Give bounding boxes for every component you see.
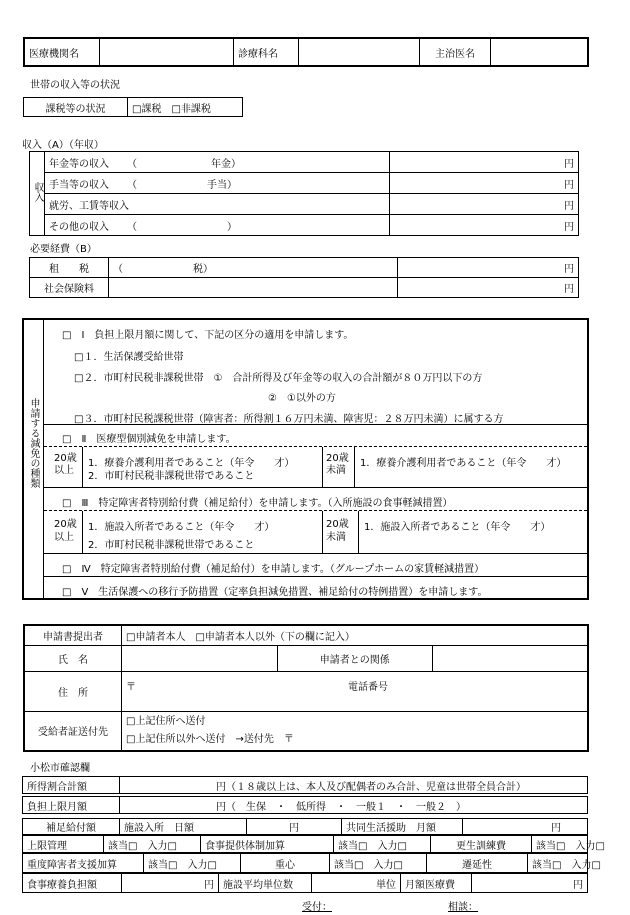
send-options[interactable] xyxy=(122,711,589,751)
income-title: 収入（A）（年収） xyxy=(22,140,104,151)
severe-label: 重度障害者支援加算 xyxy=(23,854,144,873)
reduction-line[interactable]: ② ①以外の方 xyxy=(268,393,336,404)
avg-units-unit[interactable]: 単位 xyxy=(312,874,401,893)
limit-mgmt-label: 上限管理 xyxy=(23,836,104,853)
department-field[interactable] xyxy=(299,38,420,66)
age-label: 20歳未満 xyxy=(326,519,349,543)
send-option[interactable]: □上記住所以外へ送付 →送付先 〒 xyxy=(126,733,294,745)
heavy-check[interactable]: 該当□ 入力□ xyxy=(330,854,427,873)
city-title: 小松市確認欄 xyxy=(30,763,90,774)
divider xyxy=(82,511,83,553)
meal-burden-unit[interactable]: 円 xyxy=(122,874,219,893)
name-label: 氏 名 xyxy=(24,645,122,671)
city-row xyxy=(22,835,605,853)
tax-status-options[interactable] xyxy=(128,98,243,117)
submitter-options[interactable]: □申請者本人 □申請者本人以外（下の欄に記入） xyxy=(122,625,589,645)
send-label: 受給者証送付先 xyxy=(24,711,122,751)
income-amount[interactable]: 円 xyxy=(390,215,579,236)
limit-mgmt-check[interactable]: 該当□ 入力□ xyxy=(104,836,201,853)
facility-daily-label: 施設入所 日額 xyxy=(120,819,247,835)
postal-mark: 〒 xyxy=(126,681,136,693)
reduction-line[interactable]: □ Ⅰ 負担上限月額に関して、下記の区分の適用を申請します。 xyxy=(62,330,354,341)
reduction-line[interactable]: □ Ⅳ 特定障害者特別給付費（補足給付）を申請します。（グループホームの家賃軽減措置） xyxy=(62,564,485,575)
city-row xyxy=(22,776,588,794)
tax-status-table xyxy=(23,97,243,117)
address-label: 住 所 xyxy=(24,671,122,711)
phone-label: 電話番号 xyxy=(348,681,388,693)
group-monthly-unit[interactable]: 円 xyxy=(463,819,588,835)
send-option[interactable]: □上記住所へ送付 xyxy=(126,715,206,727)
income-amount[interactable]: 円 xyxy=(390,194,579,215)
receipt-field[interactable]: 受付： xyxy=(302,902,332,913)
expense-amount[interactable]: 円 xyxy=(398,258,579,278)
divider xyxy=(44,576,587,577)
prolonged-label: 遷延性 xyxy=(427,854,528,873)
expense-label: 社会保険料 xyxy=(30,278,109,298)
divider xyxy=(44,424,587,425)
income-side-label: 収入 xyxy=(32,182,43,202)
income-ratio-label: 所得割合計額 xyxy=(23,777,120,794)
limit-value[interactable]: 円（ 生保 ・ 低所得 ・ 一般１ ・ 一般２ ） xyxy=(120,797,588,814)
city-row xyxy=(22,818,588,835)
submitter-label: 申請書提出者 xyxy=(24,625,122,645)
facility-daily-unit[interactable]: 円 xyxy=(247,819,342,835)
severe-check[interactable]: 該当□ 入力□ xyxy=(144,854,241,873)
reduction-line[interactable]: □１．生活保護受給世帯 xyxy=(74,352,184,363)
reduction-line[interactable]: □３．市町村民税課税世帯（障害者：所得割１６万円未満、障害児：２８万円未満）に属する方 xyxy=(74,414,504,425)
divider xyxy=(43,319,44,599)
consult-field[interactable]: 相談： xyxy=(448,902,478,913)
relation-field[interactable] xyxy=(433,645,589,671)
condition-text[interactable]: 1．療養介護利用者であること（年令 才） xyxy=(88,458,295,469)
doctor-field[interactable] xyxy=(491,38,589,66)
income-table xyxy=(29,151,579,236)
condition-text[interactable]: 2．市町村民税非課税世帯であること xyxy=(88,471,255,482)
meal-label: 食事提供体制加算 xyxy=(201,836,334,853)
address-field[interactable] xyxy=(122,671,589,711)
institution-field[interactable] xyxy=(100,38,234,66)
heavy-label: 重心 xyxy=(241,854,330,873)
reduction-line[interactable]: □ Ⅲ 特定障害者特別給付費（補足給付）を申請します。（入所施設の食事軽減措置） xyxy=(62,498,453,509)
divider xyxy=(82,447,83,487)
age-label: 20歳以上 xyxy=(54,453,77,476)
supplement-label: 補足給付額 xyxy=(23,819,120,835)
city-row xyxy=(22,796,588,814)
divider xyxy=(322,447,323,487)
condition-text[interactable]: 2．市町村民税非課税世帯であること xyxy=(88,540,255,551)
household-title: 世帯の収入等の状況 xyxy=(30,80,120,91)
income-amount[interactable]: 円 xyxy=(390,173,579,194)
institution-label: 医療機関名 xyxy=(24,38,100,66)
income-row: 年金等の収入 （ 年金） xyxy=(45,152,390,173)
income-amount[interactable]: 円 xyxy=(390,152,579,173)
income-side xyxy=(30,152,45,236)
divider xyxy=(44,487,587,488)
expense-amount[interactable]: 円 xyxy=(398,278,579,298)
medical-cost-unit[interactable]: 円 xyxy=(472,874,588,893)
avg-units-label: 施設平均単位数 xyxy=(219,874,312,893)
expense-label: 租 税 xyxy=(30,258,109,278)
age-label: 20歳未満 xyxy=(326,453,349,476)
expense-note xyxy=(109,278,398,298)
prolonged-check[interactable]: 該当□ 入力□ xyxy=(528,854,588,873)
condition-text[interactable]: 1．施設入所者であること（年令 才） xyxy=(364,522,551,533)
department-label: 診療科名 xyxy=(234,38,299,66)
condition-text[interactable]: 1．療養介護利用者であること（年令 才） xyxy=(360,458,567,469)
divider xyxy=(358,511,359,553)
meal-check[interactable]: 該当□ 入力□ xyxy=(334,836,431,853)
divider xyxy=(44,446,587,447)
divider xyxy=(44,510,587,511)
expenses-title: 必要経費（B） xyxy=(30,244,97,255)
expense-note: （ 税） xyxy=(109,258,398,278)
reduction-line[interactable]: □ Ⅴ 生活保護への移行予防措置（定率負担減免措置、補足給付の特例措置）を申請します。 xyxy=(62,587,488,598)
training-label: 更生訓練費 xyxy=(431,836,532,853)
reduction-line[interactable]: □２．市町村民税非課税世帯 ① 合計所得及び年金等の収入の合計額が８０万円以下の方 xyxy=(74,373,483,384)
exempt-checkbox[interactable]: □非課税 xyxy=(171,103,211,115)
tax-status-label: 課税等の状況 xyxy=(24,98,128,117)
age-label: 20歳以上 xyxy=(54,519,77,543)
relation-label: 申請者との関係 xyxy=(277,645,433,671)
divider xyxy=(354,447,355,487)
divider xyxy=(322,511,323,553)
city-row xyxy=(22,873,588,893)
name-field[interactable] xyxy=(122,645,278,671)
medical-cost-label: 月額医療費 xyxy=(401,874,472,893)
doctor-label: 主治医名 xyxy=(420,38,491,66)
limit-label: 負担上限月額 xyxy=(23,797,120,814)
reduction-side-label: 申請する減免の種類 xyxy=(28,398,39,488)
training-check[interactable]: 該当□ 入力□ xyxy=(532,836,588,853)
city-row xyxy=(22,853,601,873)
income-row: 就労、工賃等収入 xyxy=(45,194,390,215)
group-monthly-label: 共同生活援助 月額 xyxy=(342,819,463,835)
divider xyxy=(44,553,587,554)
income-row: 手当等の収入 （ 手当） xyxy=(45,173,390,194)
condition-text[interactable]: 1．施設入所者であること（年令 才） xyxy=(88,522,275,533)
header-table xyxy=(23,37,589,67)
taxed-checkbox[interactable]: □課税 xyxy=(132,103,162,115)
applicant-table xyxy=(23,624,589,752)
income-ratio-value[interactable]: 円（１８歳以上は、本人及び配偶者のみ合計、児童は世帯全員合計） xyxy=(120,777,588,794)
meal-burden-label: 食事療養負担額 xyxy=(23,874,122,893)
expenses-table xyxy=(29,257,579,298)
reduction-line[interactable]: □ Ⅱ 医療型個別減免を申請します。 xyxy=(62,434,236,445)
income-row: その他の収入 （ ） xyxy=(45,215,390,236)
